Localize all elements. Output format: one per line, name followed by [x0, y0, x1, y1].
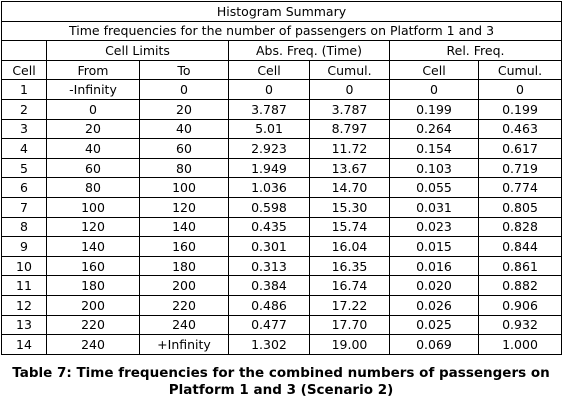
table-row	[2, 217, 562, 237]
caption-line-1: Table 7: Time frequencies for the combined numbers of passengers on	[12, 365, 550, 381]
table-cell-abs-cell: 1.949	[229, 158, 310, 178]
table-subtitle: Time frequencies for the number of passengers on Platform 1 and 3	[2, 21, 562, 41]
table-cell-abs-cell: 1.036	[229, 178, 310, 198]
table-cell-abs-cumul: 14.70	[310, 178, 390, 198]
table-cell-rel-cell: 0.026	[390, 295, 479, 315]
table-cell-from: 80	[47, 178, 140, 198]
table-cell-rel-cell: 0.103	[390, 158, 479, 178]
table-cell-abs-cumul: 17.22	[310, 295, 390, 315]
table-cell-rel-cumul: 0.774	[479, 178, 562, 198]
table-cell-abs-cell: 5.01	[229, 119, 310, 139]
table-cell-rel-cell: 0.016	[390, 256, 479, 276]
table-cell-rel-cell: 0.154	[390, 139, 479, 159]
table-cell-to: 80	[140, 158, 229, 178]
table-cell-rel-cumul: 0.932	[479, 315, 562, 335]
table-cell-rel-cell: 0.031	[390, 197, 479, 217]
table-cell-from: 220	[47, 315, 140, 335]
table-cell-rel-cumul: 0.828	[479, 217, 562, 237]
table-cell-abs-cumul: 15.30	[310, 197, 390, 217]
table-cell-rel-cell: 0.020	[390, 276, 479, 296]
table-cell-to: 0	[140, 80, 229, 100]
table-cell-cell: 1	[2, 80, 47, 100]
header-abs-freq: Abs. Freq. (Time)	[229, 41, 390, 61]
table-cell-to: 220	[140, 295, 229, 315]
table-cell-abs-cell: 2.923	[229, 139, 310, 159]
table-cell-rel-cumul: 0	[479, 80, 562, 100]
table-row	[2, 335, 562, 355]
table-title: Histogram Summary	[2, 2, 562, 22]
table-cell-from: 40	[47, 139, 140, 159]
table-cell-to: 140	[140, 217, 229, 237]
table-cell-to: 240	[140, 315, 229, 335]
table-cell-from: 240	[47, 335, 140, 355]
table-cell-abs-cumul: 11.72	[310, 139, 390, 159]
table-cell-abs-cumul: 0	[310, 80, 390, 100]
table-cell-rel-cell: 0.264	[390, 119, 479, 139]
table-cell-abs-cell: 0.301	[229, 237, 310, 257]
table-cell-abs-cumul: 13.67	[310, 158, 390, 178]
table-cell-from: 100	[47, 197, 140, 217]
table-cell-cell: 8	[2, 217, 47, 237]
table-cell-rel-cell: 0.055	[390, 178, 479, 198]
table-cell-rel-cell: 0.069	[390, 335, 479, 355]
table-cell-abs-cell: 0.598	[229, 197, 310, 217]
table-cell-to: 20	[140, 99, 229, 119]
column-header-from: From	[47, 60, 140, 80]
table-cell-from: 160	[47, 256, 140, 276]
table-cell-abs-cumul: 15.74	[310, 217, 390, 237]
column-header-cell: Cell	[2, 60, 47, 80]
table-row	[2, 178, 562, 198]
table-cell-abs-cumul: 19.00	[310, 335, 390, 355]
table-cell-rel-cell: 0.199	[390, 99, 479, 119]
table-cell-rel-cell: 0.023	[390, 217, 479, 237]
table-cell-rel-cumul: 0.844	[479, 237, 562, 257]
table-cell-abs-cell: 1.302	[229, 335, 310, 355]
table-cell-abs-cumul: 17.70	[310, 315, 390, 335]
header-cell-limits: Cell Limits	[47, 41, 229, 61]
table-cell-from: 20	[47, 119, 140, 139]
table-cell-to: 120	[140, 197, 229, 217]
table-cell-abs-cumul: 16.74	[310, 276, 390, 296]
table-row	[2, 276, 562, 296]
header-empty-cell	[2, 41, 47, 61]
table-cell-rel-cumul: 0.617	[479, 139, 562, 159]
table-cell-to: +Infinity	[140, 335, 229, 355]
table-row	[2, 256, 562, 276]
table-body	[2, 80, 562, 354]
table-cell-to: 200	[140, 276, 229, 296]
table-cell-from: 180	[47, 276, 140, 296]
table-cell-cell: 2	[2, 99, 47, 119]
table-cell-rel-cumul: 1.000	[479, 335, 562, 355]
table-cell-cell: 12	[2, 295, 47, 315]
table-row	[2, 158, 562, 178]
column-header-rel-cell: Cell	[390, 60, 479, 80]
table-cell-to: 100	[140, 178, 229, 198]
table-cell-cell: 10	[2, 256, 47, 276]
table-cell-to: 180	[140, 256, 229, 276]
table-row	[2, 315, 562, 335]
table-cell-from: 140	[47, 237, 140, 257]
table-cell-to: 40	[140, 119, 229, 139]
table-cell-cell: 6	[2, 178, 47, 198]
table-cell-rel-cumul: 0.861	[479, 256, 562, 276]
table-cell-rel-cell: 0	[390, 80, 479, 100]
table-cell-rel-cumul: 0.805	[479, 197, 562, 217]
table-cell-abs-cell: 0.313	[229, 256, 310, 276]
table-cell-cell: 11	[2, 276, 47, 296]
table-cell-from: 200	[47, 295, 140, 315]
table-cell-abs-cell: 0	[229, 80, 310, 100]
column-header-abs-cumul: Cumul.	[310, 60, 390, 80]
table-row	[2, 139, 562, 159]
table-cell-rel-cumul: 0.882	[479, 276, 562, 296]
table-cell-cell: 14	[2, 335, 47, 355]
table-cell-from: 60	[47, 158, 140, 178]
table-cell-to: 160	[140, 237, 229, 257]
column-header-to: To	[140, 60, 229, 80]
table-cell-rel-cumul: 0.719	[479, 158, 562, 178]
table-cell-abs-cumul: 16.35	[310, 256, 390, 276]
table-cell-rel-cumul: 0.463	[479, 119, 562, 139]
table-cell-rel-cumul: 0.906	[479, 295, 562, 315]
table-cell-abs-cell: 0.486	[229, 295, 310, 315]
table-caption	[0, 365, 562, 399]
table-cell-cell: 5	[2, 158, 47, 178]
table-row	[2, 99, 562, 119]
table-cell-to: 60	[140, 139, 229, 159]
table-cell-rel-cumul: 0.199	[479, 99, 562, 119]
table-cell-abs-cell: 0.477	[229, 315, 310, 335]
table-cell-cell: 4	[2, 139, 47, 159]
table-cell-abs-cell: 3.787	[229, 99, 310, 119]
table-cell-from: 0	[47, 99, 140, 119]
table-cell-rel-cell: 0.025	[390, 315, 479, 335]
table-cell-cell: 3	[2, 119, 47, 139]
column-header-rel-cumul: Cumul.	[479, 60, 562, 80]
table-cell-cell: 9	[2, 237, 47, 257]
table-cell-abs-cell: 0.384	[229, 276, 310, 296]
table-row	[2, 80, 562, 100]
histogram-summary-table	[1, 1, 562, 355]
header-rel-freq: Rel. Freq.	[390, 41, 562, 61]
table-cell-from: -Infinity	[47, 80, 140, 100]
histogram-summary-table-wrapper	[1, 1, 561, 355]
table-cell-abs-cumul: 8.797	[310, 119, 390, 139]
table-row	[2, 119, 562, 139]
table-row	[2, 197, 562, 217]
table-cell-cell: 13	[2, 315, 47, 335]
table-row	[2, 295, 562, 315]
table-cell-abs-cell: 0.435	[229, 217, 310, 237]
column-header-abs-cell: Cell	[229, 60, 310, 80]
table-cell-from: 120	[47, 217, 140, 237]
table-cell-rel-cell: 0.015	[390, 237, 479, 257]
table-row	[2, 237, 562, 257]
table-cell-abs-cumul: 16.04	[310, 237, 390, 257]
caption-line-2: Platform 1 and 3 (Scenario 2)	[168, 382, 394, 398]
table-cell-cell: 7	[2, 197, 47, 217]
table-cell-abs-cumul: 3.787	[310, 99, 390, 119]
